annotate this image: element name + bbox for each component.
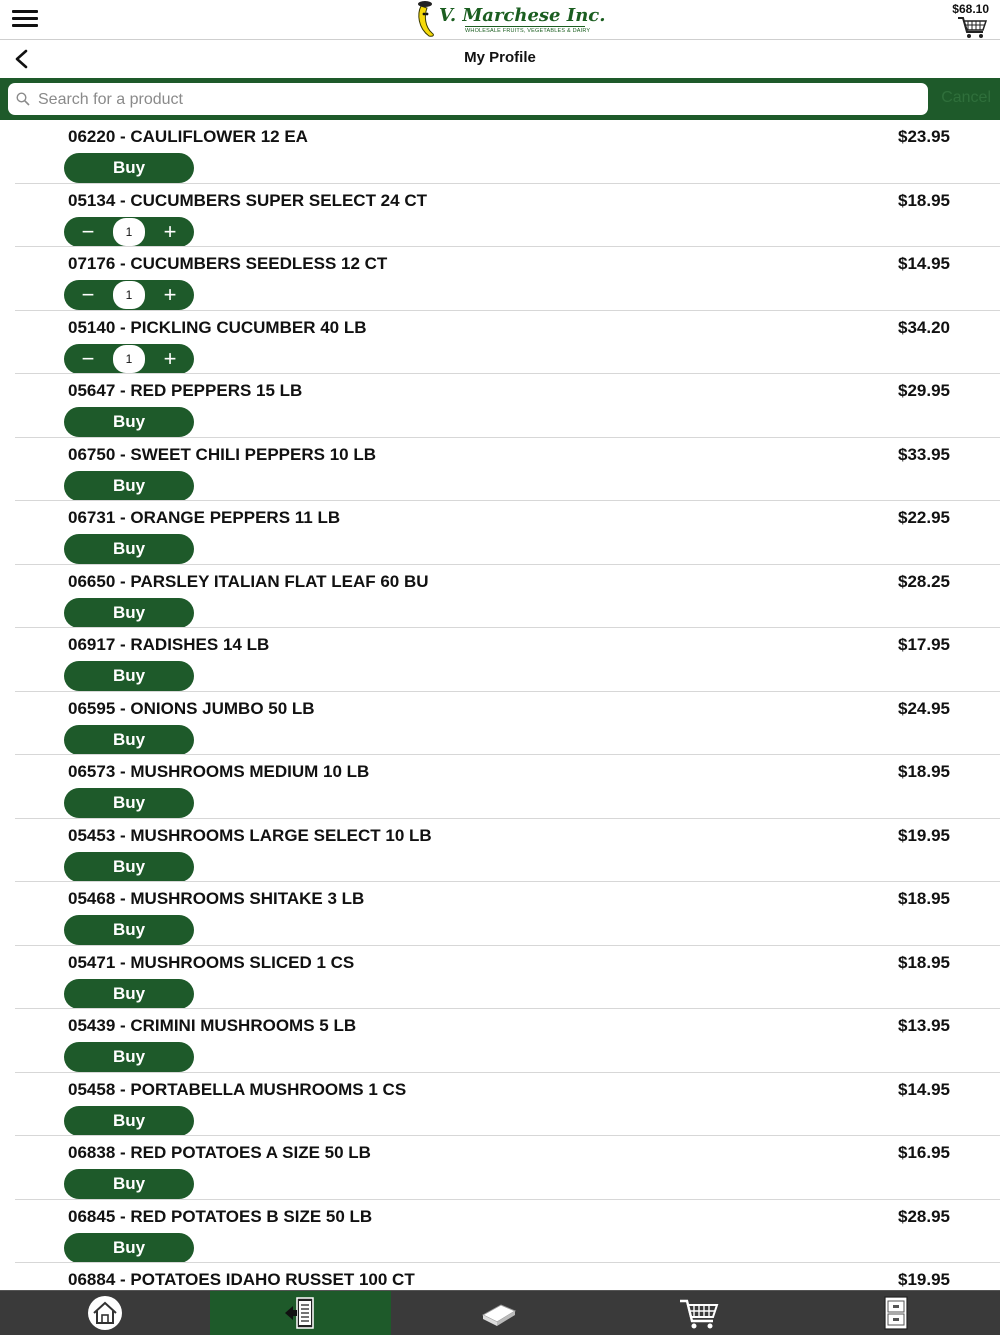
product-price: $18.95 (898, 190, 950, 210)
product-price: $14.95 (898, 254, 950, 273)
product-name: 06731 - ORANGE PEPPERS 11 LB (68, 508, 341, 527)
product-name: 06845 - RED POTATOES B SIZE 50 LB (68, 1206, 373, 1226)
decrement-button[interactable]: − (81, 282, 95, 307)
product-price: $19.95 (898, 1270, 950, 1289)
product-row[interactable] (0, 374, 1000, 438)
product-row[interactable] (0, 628, 1000, 692)
product-row[interactable] (0, 755, 1000, 819)
cart-icon[interactable] (956, 15, 988, 39)
product-name: 05471 - MUSHROOMS SLICED 1 CS (68, 952, 355, 972)
cart-total[interactable]: $68.10 (952, 2, 989, 16)
product-name: 06220 - CAULIFLOWER 12 EA (68, 127, 308, 146)
product-price: $18.95 (898, 952, 950, 972)
product-name: 07176 - CUCUMBERS SEEDLESS 12 CT (68, 254, 388, 273)
quantity-value[interactable]: 1 (113, 281, 145, 309)
product-name: 06917 - RADISHES 14 LB (68, 635, 270, 654)
product-price: $33.95 (898, 444, 950, 464)
buy-button[interactable]: Buy (64, 788, 194, 818)
buy-button[interactable]: Buy (64, 534, 194, 564)
tab-catalog[interactable] (391, 1291, 606, 1335)
product-row[interactable] (0, 501, 1000, 565)
product-row[interactable] (0, 1200, 1000, 1264)
tab-cart[interactable] (606, 1291, 791, 1335)
product-name: 05439 - CRIMINI MUSHROOMS 5 LB (68, 1016, 357, 1035)
product-row[interactable] (0, 438, 1000, 502)
menu-icon[interactable] (12, 10, 38, 28)
catalog-book-icon (479, 1295, 519, 1331)
brand-logo: V. Marchese Inc. WHOLESALE FRUITS, VEGETABLES & DAIRY (415, 0, 590, 39)
quantity-value[interactable]: 1 (113, 218, 145, 246)
product-row[interactable] (0, 247, 1000, 311)
product-price: $13.95 (898, 1016, 950, 1035)
title-bar (0, 40, 1000, 78)
search-icon (16, 92, 30, 106)
search-field (8, 83, 928, 115)
decrement-button[interactable]: − (81, 345, 95, 371)
product-name: 05647 - RED PEPPERS 15 LB (68, 381, 303, 400)
product-list (0, 120, 1000, 1290)
product-name: 05134 - CUCUMBERS SUPER SELECT 24 CT (68, 190, 427, 210)
product-price: $34.20 (898, 317, 950, 337)
quantity-stepper (64, 217, 194, 247)
home-icon (85, 1295, 125, 1331)
buy-button[interactable]: Buy (64, 153, 194, 183)
buy-button[interactable]: Buy (64, 1042, 194, 1072)
search-bar (0, 78, 1000, 120)
product-price: $18.95 (898, 889, 950, 908)
product-row[interactable] (0, 184, 1000, 248)
tab-order-guide[interactable] (210, 1291, 391, 1335)
tab-orders[interactable] (791, 1291, 1000, 1335)
quantity-value[interactable]: 1 (113, 345, 145, 373)
product-row[interactable] (0, 311, 1000, 375)
product-name: 06573 - MUSHROOMS MEDIUM 10 LB (68, 762, 370, 781)
product-price: $23.95 (898, 127, 950, 146)
buy-button[interactable]: Buy (64, 598, 194, 628)
cart-icon (677, 1295, 721, 1331)
product-price: $28.25 (898, 571, 950, 591)
product-price: $29.95 (898, 381, 950, 400)
product-price: $19.95 (898, 825, 950, 845)
product-row[interactable] (0, 1073, 1000, 1137)
page-title: My Profile (464, 49, 536, 66)
product-row[interactable] (0, 1009, 1000, 1073)
buy-button[interactable]: Buy (64, 1106, 194, 1136)
buy-button[interactable]: Buy (64, 852, 194, 882)
search-input[interactable] (36, 83, 920, 117)
product-name: 06884 - POTATOES IDAHO RUSSET 100 CT (68, 1270, 415, 1289)
banana-mascot-icon (415, 0, 441, 38)
product-price: $28.95 (898, 1206, 950, 1226)
product-name: 05453 - MUSHROOMS LARGE SELECT 10 LB (68, 825, 432, 845)
product-price: $24.95 (898, 698, 950, 718)
order-guide-icon (279, 1295, 323, 1331)
top-bar (0, 0, 1000, 40)
buy-button[interactable]: Buy (64, 979, 194, 1009)
product-price: $14.95 (898, 1079, 950, 1099)
cancel-button[interactable]: Cancel (941, 89, 991, 106)
quantity-stepper (64, 344, 194, 374)
tab-home[interactable] (0, 1291, 210, 1335)
product-name: 06650 - PARSLEY ITALIAN FLAT LEAF 60 BU (68, 571, 429, 591)
buy-button[interactable]: Buy (64, 915, 194, 945)
product-row[interactable] (0, 882, 1000, 946)
product-name: 05140 - PICKLING CUCUMBER 40 LB (68, 317, 367, 337)
product-name: 06838 - RED POTATOES A SIZE 50 LB (68, 1143, 371, 1162)
orders-file-icon (881, 1295, 911, 1331)
buy-button[interactable]: Buy (64, 1233, 194, 1263)
product-price: $22.95 (898, 508, 950, 527)
product-row[interactable] (0, 1136, 1000, 1200)
buy-button[interactable]: Buy (64, 407, 194, 437)
product-row[interactable] (0, 946, 1000, 1010)
buy-button[interactable]: Buy (64, 1169, 194, 1199)
product-row[interactable] (0, 120, 1000, 184)
product-price: $17.95 (898, 635, 950, 654)
increment-button[interactable]: + (163, 345, 177, 371)
bottom-tab-bar (0, 1290, 1000, 1335)
product-row[interactable] (0, 565, 1000, 629)
product-price: $16.95 (898, 1143, 950, 1162)
product-row[interactable] (0, 692, 1000, 756)
product-row[interactable] (0, 819, 1000, 883)
buy-button[interactable]: Buy (64, 471, 194, 501)
product-price: $18.95 (898, 762, 950, 781)
buy-button[interactable]: Buy (64, 661, 194, 691)
increment-button[interactable]: + (163, 218, 177, 244)
decrement-button[interactable]: − (81, 218, 95, 244)
buy-button[interactable]: Buy (64, 725, 194, 755)
increment-button[interactable]: + (163, 282, 177, 307)
product-name: 06595 - ONIONS JUMBO 50 LB (68, 698, 315, 718)
product-name: 06750 - SWEET CHILI PEPPERS 10 LB (68, 444, 376, 464)
quantity-stepper (64, 280, 194, 310)
product-name: 05468 - MUSHROOMS SHITAKE 3 LB (68, 889, 365, 908)
product-name: 05458 - PORTABELLA MUSHROOMS 1 CS (68, 1079, 407, 1099)
